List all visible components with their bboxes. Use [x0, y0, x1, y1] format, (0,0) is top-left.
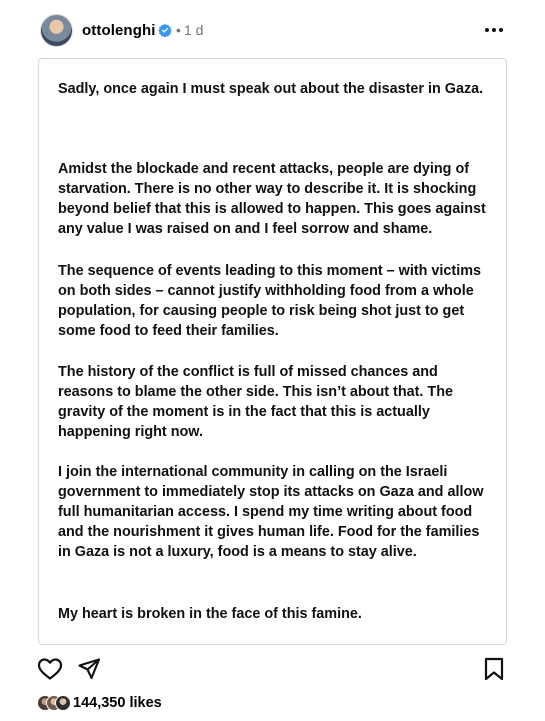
username-link[interactable]: ottolenghi: [82, 22, 156, 39]
statement-paragraph-1: Sadly, once again I must speak out about the disaster in Gaza.: [58, 81, 484, 97]
statement-paragraph-6: My heart is broken in the face of this famine.: [58, 606, 362, 622]
statement-paragraph-4: The history of the conflict is full of missed chances and reasons to blame the other side. This isn’t about that. The gravity of the moment is in the fact that this is actually happening right now.: [58, 364, 453, 440]
statement-paragraph-3: The sequence of events leading to this moment – with victims on both sides – cannot justify withholding food from a whole population, for causing people to risk being shot just to get some food to feed their families.: [58, 263, 482, 339]
avatar[interactable]: [40, 14, 73, 47]
post-header: [0, 0, 545, 60]
separator-dot: •: [176, 22, 181, 38]
liker-avatar: [55, 695, 71, 711]
verified-badge-icon: [158, 23, 172, 37]
action-bar: [0, 652, 545, 686]
more-options-icon[interactable]: [483, 20, 505, 40]
statement-paragraph-5: I join the international community in calling on the Israeli government to immediately stop its attacks on Gaza and allow full humanitarian access. I spend my time writing about food and the nourishment it gives human life. Food for the families in Gaza is not a luxury, food is a means to stay alive.: [58, 464, 484, 560]
post-time: 1 d: [184, 22, 204, 38]
heart-icon[interactable]: [37, 657, 63, 681]
likes-row: [0, 692, 545, 716]
send-icon[interactable]: [77, 657, 101, 681]
statement-paragraph-2: Amidst the blockade and recent attacks, people are dying of starvation. There is no other way to describe it. It is shocking beyond belief that this is allowed to happen. This goes against any value I was raised on and I feel sorrow and shame.: [58, 161, 486, 237]
likes-count[interactable]: 144,350 likes: [73, 695, 162, 711]
bookmark-icon[interactable]: [483, 657, 505, 681]
